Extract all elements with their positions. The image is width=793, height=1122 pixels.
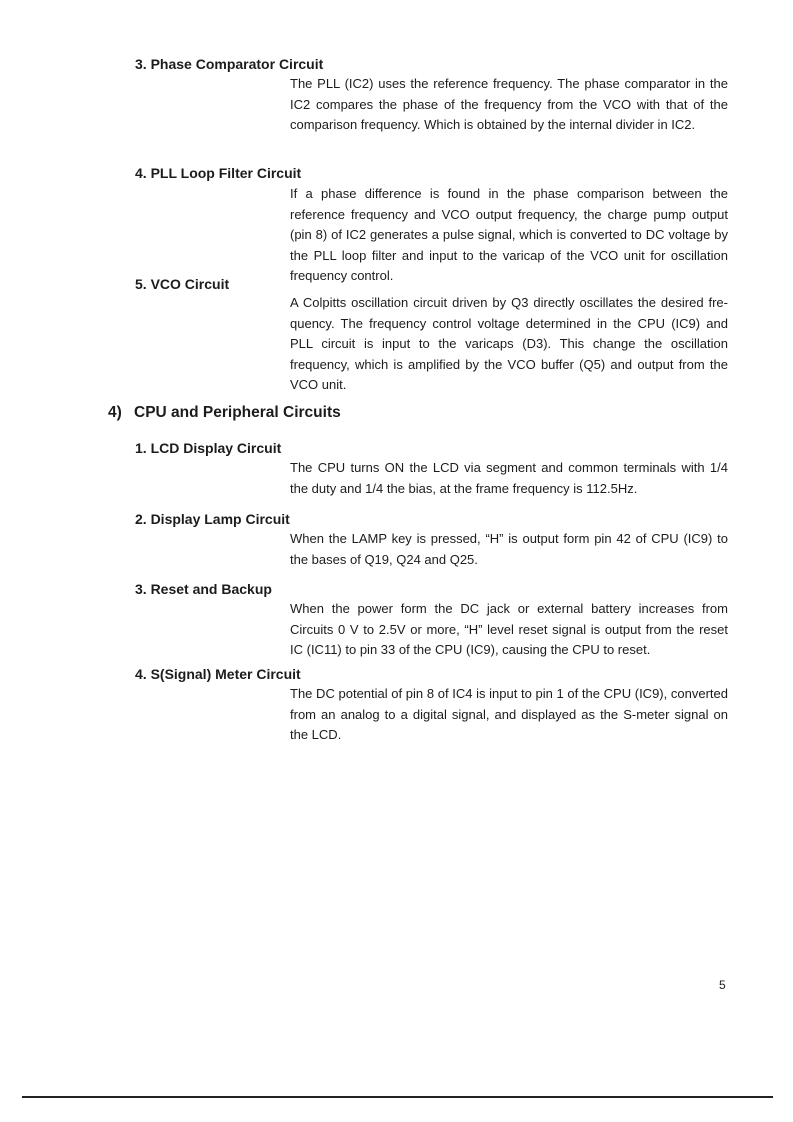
section-number: 4) <box>108 404 122 421</box>
section-heading-cpu <box>108 403 341 423</box>
heading-reset-backup: 3. Reset and Backup <box>135 581 272 597</box>
text-pll-loop-filter: If a phase difference is found in the phase comparison between the reference frequency and VCO output frequency, the charge pump output (pin 8) of IC2 generates a pulse signal, which is converted to DC voltage by the PLL loop filter and input to the varicap of the VCO unit for oscillation frequency control. <box>290 186 728 283</box>
heading-s-meter: 4. S(Signal) Meter Circuit <box>135 666 301 682</box>
heading-vco-circuit: 5. VCO Circuit <box>135 276 230 292</box>
page-number: 5 <box>719 978 726 992</box>
text-display-lamp: When the LAMP key is pressed, “H” is output form pin 42 of CPU (IC9) to the bases of Q19, Q24 and Q25. <box>290 531 728 567</box>
text-lcd-display: The CPU turns ON the LCD via segment and common terminals with 1/4 the duty and 1/4 the bias, at the frame frequency is 112.5Hz. <box>290 460 728 496</box>
heading-display-lamp: 2. Display Lamp Circuit <box>135 511 290 527</box>
section-title: CPU and Peripheral Circuits <box>134 404 341 421</box>
bottom-rule <box>22 1096 773 1098</box>
heading-pll-loop-filter: 4. PLL Loop Filter Circuit <box>135 165 302 181</box>
text-phase-comparator: The PLL (IC2) uses the reference frequency. The phase comparator in the IC2 compares the phase of the frequency from the VCO with that of the comparison frequency. Which is obtained by the internal divider in IC2. <box>290 76 728 132</box>
heading-lcd-display: 1. LCD Display Circuit <box>135 440 282 456</box>
heading-phase-comparator: 3. Phase Comparator Circuit <box>135 56 324 72</box>
text-s-meter: The DC potential of pin 8 of IC4 is input to pin 1 of the CPU (IC9), converted from an analog to a digital signal, and displayed as the S-meter signal on the LCD. <box>290 686 728 742</box>
text-vco-circuit: A Colpitts oscillation circuit driven by Q3 directly oscillates the desired fre-quency. The frequency control voltage determined in the CPU (IC9) and PLL circuit is input to the varicaps (D3). This change the oscillation frequency, which is amplified by the VCO buffer (Q5) and output from the VCO unit. <box>290 295 728 392</box>
text-reset-backup: When the power form the DC jack or external battery increases from Circuits 0 V to 2.5V or more, “H” level reset signal is output from the reset IC (IC11) to pin 33 of the CPU (IC9), causing the CPU to reset. <box>290 601 728 657</box>
